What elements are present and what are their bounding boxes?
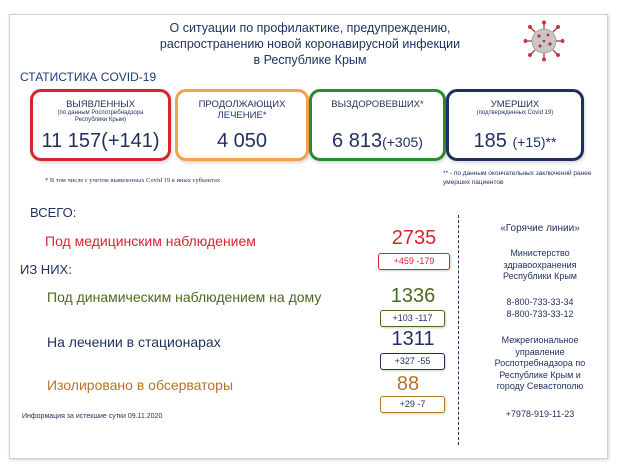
card-died-source: (подтвержденных Covid 19) [476,110,554,116]
divider-line [458,215,459,445]
row-home-label: Под динамическим наблюдением на дому [47,289,322,305]
row-observation-label: Под медицинским наблюдением [45,233,256,249]
title-line-2: распространению новой коронавирусной инфекции [159,37,461,51]
card-recovered-label: ВЫЗДОРОВЕВШИХ* [331,99,424,110]
hotlines-phone-3[interactable]: +7978-919-11-23 [505,409,575,419]
hotlines-phone-2[interactable]: 8-800-733-33-12 [506,308,574,319]
hotlines-title: «Горячие линии» [500,223,580,234]
footnote-detected: * В том числе с учетом выявленных Covid 19 в иных субъектах [45,177,221,184]
card-treating-label-2: ЛЕЧЕНИЕ* [217,110,267,121]
card-treating [175,89,309,161]
statistics-header: СТАТИСТИКА COVID-19 [20,70,157,84]
hotlines-rpn-1: Межрегиональное [501,335,579,345]
total-label: ВСЕГО: [30,205,77,220]
row-observation-delta: +459 -179 [378,253,450,270]
card-detected-value: 11 157(+141) [41,130,160,152]
row-observation-value: 2735 [391,227,437,249]
hotlines-ministry-1: Министерство [510,248,570,258]
row-home-delta: +103 -117 [380,310,445,327]
card-detected-label: ВЫЯВЛЕННЫХ [66,99,135,110]
card-recovered-value [312,130,443,153]
hotlines-ministry-3: Республики Крым [503,271,577,281]
hotlines-rospotrebnadzor [470,335,610,393]
card-recovered-delta: (+305) [382,134,423,150]
hotlines-ministry [470,248,610,283]
row-observatory-delta: +29 -7 [380,396,445,413]
title-line-1: О ситуации по профилактике, предупреждению, [169,21,451,35]
of-them-label: ИЗ НИХ: [20,262,72,277]
card-died [446,89,584,161]
hotlines-rpn-3: Роспотребнадзора по [494,358,586,368]
card-treating-label-1: ПРОДОЛЖАЮЩИХ [198,99,286,110]
card-detected [30,89,171,161]
row-hospital-delta: +327 -55 [380,353,445,370]
row-observatory-label: Изолировано в обсерваторы [47,377,234,393]
card-died-label: УМЕРШИХ [490,99,540,110]
card-detected-source-1: (по данным Роспотребнадзора [57,110,144,116]
card-recovered-main: 6 813 [332,130,383,152]
hotlines-rpn-5: городу Севастополю [496,381,584,391]
card-died-main: 185 [473,130,507,152]
row-hospital-value: 1311 [391,328,435,350]
title-line-3: в Республике Крым [253,53,367,67]
page-title [120,20,500,68]
card-died-delta: (+15)** [512,134,557,150]
card-treating-value: 4 050 [216,130,268,152]
row-home-value: 1336 [390,285,436,307]
row-hospital-label: На лечении в стационарах [47,334,221,350]
footnote-died: ** - по данным окончательных заключений ранее умерших пациентов [443,170,592,186]
hotlines-phone-1[interactable]: 8-800-733-33-34 [506,297,574,307]
coronavirus-icon [523,20,565,62]
card-recovered [309,89,446,161]
card-detected-source-2: Республики Крым) [74,117,127,123]
hotlines-ministry-2: здравоохранения [503,259,577,270]
row-observatory-value: 88 [396,373,420,395]
hotlines-ministry-phones [470,297,610,320]
card-died-value [449,130,581,153]
hotlines-rpn-4: Республике Крым и [499,369,581,380]
footer-date-note: Информация за истекшие сутки 09.11.2020 [22,413,163,420]
hotlines-rpn-2: управление [515,346,565,357]
